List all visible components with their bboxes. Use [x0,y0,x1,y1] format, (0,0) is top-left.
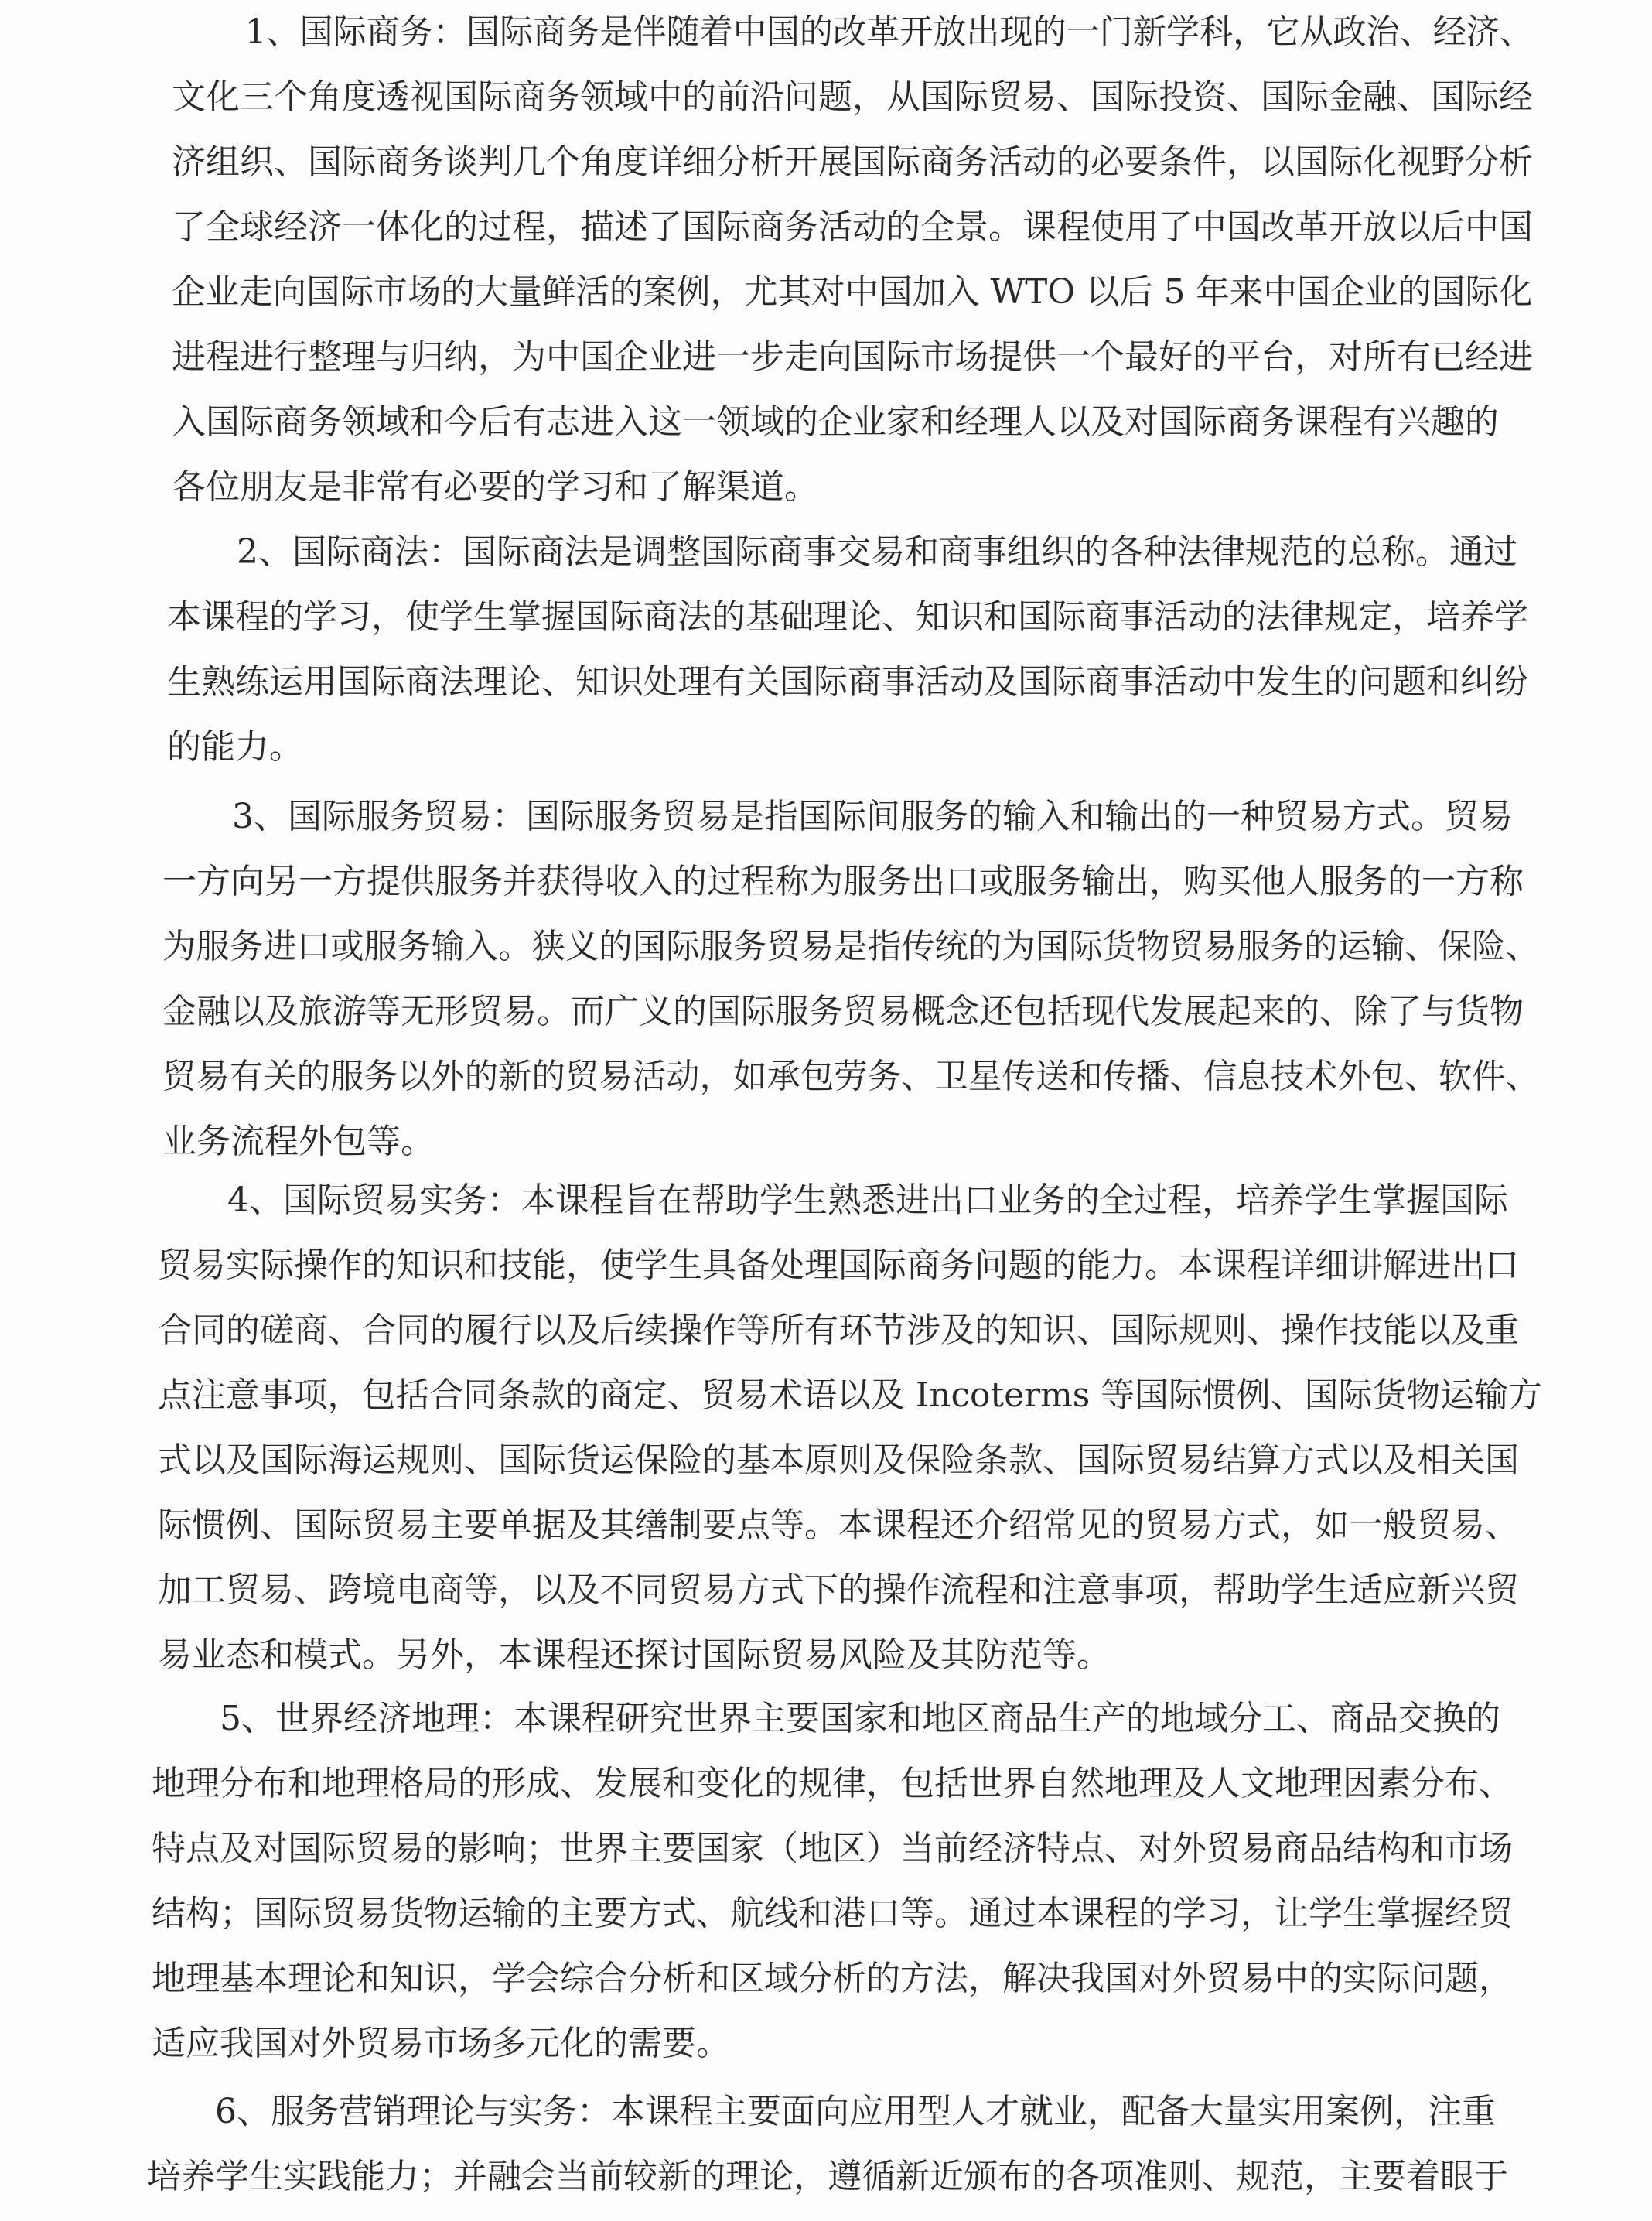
text-line: 了全球经济一体化的过程，描述了国际商务活动的全景。课程使用了中国改革开放以后中国 [172,207,1533,247]
text-line: 的能力。 [167,727,303,767]
text-line: 合同的磋商、合同的履行以及后续操作等所有环节涉及的知识、国际规则、操作技能以及重 [158,1310,1519,1350]
text-line: 贸易有关的服务以外的新的贸易活动，如承包劳务、卫星传送和传播、信息技术外包、软件、 [162,1057,1540,1096]
paragraph-world-economic-geography [152,1686,1544,2081]
paragraph-service-marketing [147,2079,1547,2219]
text-line: 加工贸易、跨境电商等，以及不同贸易方式下的操作流程和注意事项，帮助学生适应新兴贸 [158,1570,1519,1610]
text-line: 地理基本理论和知识，学会综合分析和区域分析的方法，解决我国对外贸易中的实际问题， [152,1959,1513,1998]
text-line: 各位朋友是非常有必要的学习和了解渠道。 [172,467,818,507]
text-line: 2、国际商法：国际商法是调整国际商事交易和商事组织的各种法律规范的总称。通过 [237,532,1517,572]
text-line: 生熟练运用国际商法理论、知识处理有关国际商事活动及国际商事活动中发生的问题和纠纷 [167,662,1528,702]
text-line: 贸易实际操作的知识和技能，使学生具备处理国际商务问题的能力。本课程详细讲解进出口 [158,1245,1519,1285]
text-line: 进程进行整理与归纳，为中国企业进一步走向国际市场提供一个最好的平台，对所有已经进 [172,337,1533,377]
paragraph-international-commercial-law [167,520,1536,783]
text-line: 1、国际商务：国际商务是伴随着中国的改革开放出现的一门新学科，它从政治、经济、 [245,12,1533,52]
text-line: 金融以及旅游等无形贸易。而广义的国际服务贸易概念还包括现代发展起来的、除了与货物 [162,992,1524,1031]
text-line: 结构；国际贸易货物运输的主要方式、航线和港口等。通过本课程的学习，让学生掌握经贸 [152,1894,1513,1933]
text-line: 式以及国际海运规则、国际货运保险的基本原则及保险条款、国际贸易结算方式以及相关国 [158,1440,1519,1480]
text-line: 际惯例、国际贸易主要单据及其缮制要点等。本课程还介绍常见的贸易方式，如一般贸易、 [158,1505,1519,1545]
text-line: 点注意事项，包括合同条款的商定、贸易术语以及 Incoterms 等国际惯例、国际货物运输方 [158,1375,1542,1415]
paragraph-international-trade-practice [158,1168,1542,1694]
text-line: 6、服务营销理论与实务：本课程主要面向应用型人才就业，配备大量实用案例，注重 [215,2092,1496,2131]
text-line: 企业走向国际市场的大量鲜活的案例，尤其对中国加入 WTO 以后 5 年来中国企业的国际化 [172,272,1533,312]
text-line: 4、国际贸易实务：本课程旨在帮助学生熟悉进出口业务的全过程，培养学生掌握国际 [227,1181,1508,1220]
text-line: 5、世界经济地理：本课程研究世界主要国家和地区商品生产的地域分工、商品交换的 [220,1699,1500,1738]
text-line: 培养学生实践能力；并融会当前较新的理论，遵循新近颁布的各项准则、规范，主要着眼于 [147,2157,1508,2196]
text-line: 一方向另一方提供服务并获得收入的过程称为服务出口或服务输出，购买他人服务的一方称 [162,862,1524,901]
text-line: 业务流程外包等。 [162,1122,435,1161]
text-line: 地理分布和地理格局的形成、发展和变化的规律，包括世界自然地理及人文地理因素分布、 [152,1764,1513,1803]
text-line: 入国际商务领域和今后有志进入这一领域的企业家和经理人以及对国际商务课程有兴趣的 [172,402,1499,442]
text-line: 本课程的学习，使学生掌握国际商法的基础理论、知识和国际商事活动的法律规定，培养学 [167,597,1528,637]
text-line: 济组织、国际商务谈判几个角度详细分析开展国际商务活动的必要条件，以国际化视野分析 [172,142,1533,182]
paragraph-international-business [172,0,1533,526]
text-line: 为服务进口或服务输入。狭义的国际服务贸易是指传统的为国际货物贸易服务的运输、保险、 [162,927,1540,966]
text-line: 3、国际服务贸易：国际服务贸易是指国际间服务的输入和输出的一种贸易方式。贸易 [232,797,1513,836]
text-line: 文化三个角度透视国际商务领域中的前沿问题，从国际贸易、国际投资、国际金融、国际经 [172,77,1533,117]
text-line: 易业态和模式。另外，本课程还探讨国际贸易风险及其防范等。 [158,1635,1111,1675]
paragraph-international-service-trade [162,784,1539,1179]
text-line: 适应我国对外贸易市场多元化的需要。 [152,2024,730,2063]
text-line: 特点及对国际贸易的影响；世界主要国家（地区）当前经济特点、对外贸易商品结构和市场 [152,1829,1513,1868]
